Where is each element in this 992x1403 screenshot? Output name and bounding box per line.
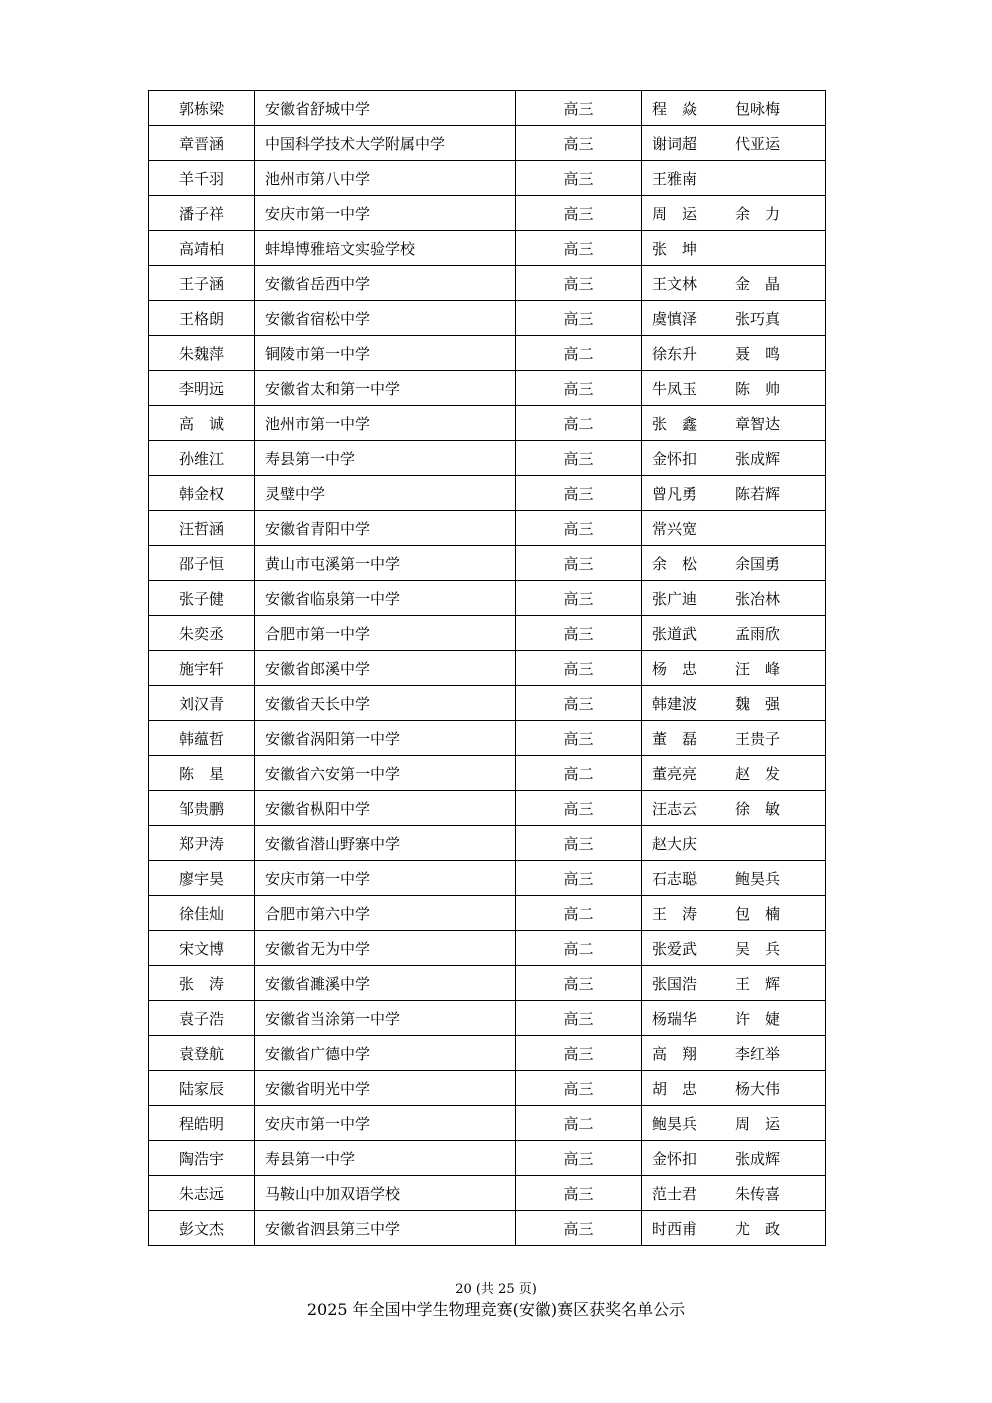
teacher-2: 周 运 bbox=[735, 1114, 781, 1133]
student-name-cell: 朱志远 bbox=[149, 1176, 255, 1211]
teacher-1: 王 涛 bbox=[652, 904, 698, 923]
teacher-1: 王雅南 bbox=[652, 169, 698, 188]
teacher-1: 虞慎泽 bbox=[652, 309, 698, 328]
teachers-cell bbox=[642, 371, 826, 406]
teacher-2: 陈若辉 bbox=[735, 484, 781, 503]
student-name-cell: 韩蕴哲 bbox=[149, 721, 255, 756]
student-name-cell: 邵子恒 bbox=[149, 546, 255, 581]
grade-cell: 高二 bbox=[516, 931, 642, 966]
student-name-cell: 高靖柏 bbox=[149, 231, 255, 266]
teachers-cell bbox=[642, 91, 826, 126]
school-cell: 安庆市第一中学 bbox=[255, 1106, 516, 1141]
student-name-cell: 刘汉青 bbox=[149, 686, 255, 721]
table-row bbox=[149, 651, 826, 686]
teacher-2: 代亚运 bbox=[735, 134, 781, 153]
teacher-2: 许 婕 bbox=[735, 1009, 781, 1028]
table-row bbox=[149, 441, 826, 476]
table-row bbox=[149, 861, 826, 896]
student-name-cell: 宋文博 bbox=[149, 931, 255, 966]
teacher-1: 董亮亮 bbox=[652, 764, 698, 783]
student-name-cell: 邹贵鹏 bbox=[149, 791, 255, 826]
grade-cell: 高三 bbox=[516, 1211, 642, 1246]
grade-cell: 高三 bbox=[516, 231, 642, 266]
grade-cell: 高二 bbox=[516, 406, 642, 441]
student-name-cell: 高 诚 bbox=[149, 406, 255, 441]
grade-cell: 高三 bbox=[516, 1036, 642, 1071]
school-cell: 池州市第八中学 bbox=[255, 161, 516, 196]
teachers-cell bbox=[642, 791, 826, 826]
teacher-2: 吴 兵 bbox=[735, 939, 781, 958]
grade-cell: 高二 bbox=[516, 896, 642, 931]
teachers-cell bbox=[642, 231, 826, 266]
document-title: 2025 年全国中学生物理竞赛(安徽)赛区获奖名单公示 bbox=[306, 1300, 686, 1319]
school-cell: 安徽省潜山野寨中学 bbox=[255, 826, 516, 861]
table-row bbox=[149, 126, 826, 161]
student-name-cell: 陶浩宇 bbox=[149, 1141, 255, 1176]
student-name-cell: 张子健 bbox=[149, 581, 255, 616]
teacher-2: 徐 敏 bbox=[735, 799, 781, 818]
grade-cell: 高三 bbox=[516, 616, 642, 651]
student-name-cell: 王子涵 bbox=[149, 266, 255, 301]
school-cell: 中国科学技术大学附属中学 bbox=[255, 126, 516, 161]
student-name-cell: 张 涛 bbox=[149, 966, 255, 1001]
teachers-cell bbox=[642, 1176, 826, 1211]
teacher-2: 张成辉 bbox=[735, 449, 781, 468]
teacher-1: 余 松 bbox=[652, 554, 698, 573]
teacher-1: 高 翔 bbox=[652, 1044, 698, 1063]
grade-cell: 高三 bbox=[516, 826, 642, 861]
teachers-cell bbox=[642, 686, 826, 721]
teacher-1: 金怀扣 bbox=[652, 449, 698, 468]
teacher-2: 张巧真 bbox=[735, 309, 781, 328]
teachers-cell bbox=[642, 1036, 826, 1071]
teacher-1: 王文林 bbox=[652, 274, 698, 293]
grade-cell: 高三 bbox=[516, 371, 642, 406]
table-row bbox=[149, 161, 826, 196]
teacher-1: 时西甫 bbox=[652, 1219, 698, 1238]
teacher-2: 章智达 bbox=[735, 414, 781, 433]
grade-cell: 高三 bbox=[516, 196, 642, 231]
teacher-2: 余国勇 bbox=[735, 554, 781, 573]
teachers-cell bbox=[642, 651, 826, 686]
table-row bbox=[149, 826, 826, 861]
teacher-1: 董 磊 bbox=[652, 729, 698, 748]
teachers-cell bbox=[642, 301, 826, 336]
student-name-cell: 朱魏萍 bbox=[149, 336, 255, 371]
student-name-cell: 徐佳灿 bbox=[149, 896, 255, 931]
teachers-cell bbox=[642, 161, 826, 196]
school-cell: 安徽省六安第一中学 bbox=[255, 756, 516, 791]
teachers-cell bbox=[642, 546, 826, 581]
school-cell: 铜陵市第一中学 bbox=[255, 336, 516, 371]
school-cell: 安徽省明光中学 bbox=[255, 1071, 516, 1106]
grade-cell: 高三 bbox=[516, 966, 642, 1001]
school-cell: 安徽省泗县第三中学 bbox=[255, 1211, 516, 1246]
table-body bbox=[149, 91, 826, 1246]
teachers-cell bbox=[642, 861, 826, 896]
student-name-cell: 郑尹涛 bbox=[149, 826, 255, 861]
teachers-cell bbox=[642, 616, 826, 651]
table-row bbox=[149, 966, 826, 1001]
school-cell: 安庆市第一中学 bbox=[255, 196, 516, 231]
school-cell: 安徽省濉溪中学 bbox=[255, 966, 516, 1001]
table-row bbox=[149, 1071, 826, 1106]
table-row bbox=[149, 896, 826, 931]
teachers-cell bbox=[642, 896, 826, 931]
school-cell: 安徽省枞阳中学 bbox=[255, 791, 516, 826]
teachers-cell bbox=[642, 511, 826, 546]
grade-cell: 高二 bbox=[516, 336, 642, 371]
school-cell: 池州市第一中学 bbox=[255, 406, 516, 441]
teacher-2: 张冶林 bbox=[735, 589, 781, 608]
table-row bbox=[149, 1036, 826, 1071]
teacher-1: 韩建波 bbox=[652, 694, 698, 713]
student-name-cell: 郭栋梁 bbox=[149, 91, 255, 126]
school-cell: 安徽省临泉第一中学 bbox=[255, 581, 516, 616]
table-row bbox=[149, 546, 826, 581]
teacher-2: 魏 强 bbox=[735, 694, 781, 713]
teacher-1: 石志聪 bbox=[652, 869, 698, 888]
teacher-2: 聂 鸣 bbox=[735, 344, 781, 363]
table-row bbox=[149, 791, 826, 826]
school-cell: 安庆市第一中学 bbox=[255, 861, 516, 896]
table-row bbox=[149, 1001, 826, 1036]
teacher-2: 王 辉 bbox=[735, 974, 781, 993]
table-row bbox=[149, 301, 826, 336]
grade-cell: 高三 bbox=[516, 1141, 642, 1176]
teacher-1: 胡 忠 bbox=[652, 1079, 698, 1098]
grade-cell: 高三 bbox=[516, 791, 642, 826]
grade-cell: 高三 bbox=[516, 266, 642, 301]
student-name-cell: 袁登航 bbox=[149, 1036, 255, 1071]
table-row bbox=[149, 616, 826, 651]
teachers-cell bbox=[642, 966, 826, 1001]
school-cell: 寿县第一中学 bbox=[255, 1141, 516, 1176]
table-row bbox=[149, 931, 826, 966]
school-cell: 安徽省太和第一中学 bbox=[255, 371, 516, 406]
student-name-cell: 潘子祥 bbox=[149, 196, 255, 231]
school-cell: 安徽省当涂第一中学 bbox=[255, 1001, 516, 1036]
teacher-2: 金 晶 bbox=[735, 274, 781, 293]
teacher-2: 余 力 bbox=[735, 204, 781, 223]
school-cell: 马鞍山中加双语学校 bbox=[255, 1176, 516, 1211]
teacher-2: 尤 政 bbox=[735, 1219, 781, 1238]
teachers-cell bbox=[642, 126, 826, 161]
table-row bbox=[149, 476, 826, 511]
grade-cell: 高三 bbox=[516, 1071, 642, 1106]
student-name-cell: 陈 星 bbox=[149, 756, 255, 791]
grade-cell: 高三 bbox=[516, 161, 642, 196]
grade-cell: 高三 bbox=[516, 861, 642, 896]
teacher-1: 杨 忠 bbox=[652, 659, 698, 678]
teacher-2: 张成辉 bbox=[735, 1149, 781, 1168]
student-name-cell: 王格朗 bbox=[149, 301, 255, 336]
teachers-cell bbox=[642, 406, 826, 441]
school-cell: 安徽省涡阳第一中学 bbox=[255, 721, 516, 756]
teacher-1: 牛凤玉 bbox=[652, 379, 698, 398]
page-number: 20 (共 25 页) bbox=[455, 1282, 537, 1297]
teachers-cell bbox=[642, 756, 826, 791]
school-cell: 安徽省天长中学 bbox=[255, 686, 516, 721]
teacher-2: 杨大伟 bbox=[735, 1079, 781, 1098]
table-row bbox=[149, 511, 826, 546]
table-row bbox=[149, 266, 826, 301]
teacher-1: 赵大庆 bbox=[652, 834, 698, 853]
teacher-1: 程 焱 bbox=[652, 99, 698, 118]
grade-cell: 高三 bbox=[516, 126, 642, 161]
school-cell: 安徽省郎溪中学 bbox=[255, 651, 516, 686]
school-cell: 安徽省舒城中学 bbox=[255, 91, 516, 126]
teacher-1: 汪志云 bbox=[652, 799, 698, 818]
teacher-1: 张 坤 bbox=[652, 239, 698, 258]
teacher-1: 曾凡勇 bbox=[652, 484, 698, 503]
teacher-1: 徐东升 bbox=[652, 344, 698, 363]
grade-cell: 高三 bbox=[516, 1001, 642, 1036]
table-row bbox=[149, 581, 826, 616]
teachers-cell bbox=[642, 1106, 826, 1141]
grade-cell: 高三 bbox=[516, 581, 642, 616]
teachers-cell bbox=[642, 581, 826, 616]
student-name-cell: 羊千羽 bbox=[149, 161, 255, 196]
student-name-cell: 程皓明 bbox=[149, 1106, 255, 1141]
grade-cell: 高二 bbox=[516, 1106, 642, 1141]
student-name-cell: 陆家辰 bbox=[149, 1071, 255, 1106]
student-name-cell: 朱奕丞 bbox=[149, 616, 255, 651]
student-name-cell: 施宇轩 bbox=[149, 651, 255, 686]
school-cell: 安徽省广德中学 bbox=[255, 1036, 516, 1071]
teacher-1: 周 运 bbox=[652, 204, 698, 223]
teacher-1: 张爱武 bbox=[652, 939, 698, 958]
teachers-cell bbox=[642, 1001, 826, 1036]
teacher-2: 王贵子 bbox=[735, 729, 781, 748]
table-row bbox=[149, 1106, 826, 1141]
school-cell: 蚌埠博雅培文实验学校 bbox=[255, 231, 516, 266]
grade-cell: 高三 bbox=[516, 686, 642, 721]
school-cell: 灵璧中学 bbox=[255, 476, 516, 511]
student-name-cell: 李明远 bbox=[149, 371, 255, 406]
teacher-1: 张广迪 bbox=[652, 589, 698, 608]
award-table bbox=[148, 90, 826, 1246]
school-cell: 安徽省无为中学 bbox=[255, 931, 516, 966]
teachers-cell bbox=[642, 196, 826, 231]
school-cell: 合肥市第六中学 bbox=[255, 896, 516, 931]
teachers-cell bbox=[642, 441, 826, 476]
school-cell: 安徽省岳西中学 bbox=[255, 266, 516, 301]
table-row bbox=[149, 756, 826, 791]
grade-cell: 高三 bbox=[516, 441, 642, 476]
teachers-cell bbox=[642, 1211, 826, 1246]
grade-cell: 高三 bbox=[516, 721, 642, 756]
student-name-cell: 彭文杰 bbox=[149, 1211, 255, 1246]
teacher-1: 范士君 bbox=[652, 1184, 698, 1203]
teacher-1: 鲍昊兵 bbox=[652, 1114, 698, 1133]
teachers-cell bbox=[642, 1071, 826, 1106]
student-name-cell: 孙维江 bbox=[149, 441, 255, 476]
table-row bbox=[149, 196, 826, 231]
student-name-cell: 廖宇昊 bbox=[149, 861, 255, 896]
teachers-cell bbox=[642, 721, 826, 756]
teacher-2: 陈 帅 bbox=[735, 379, 781, 398]
teacher-1: 张道武 bbox=[652, 624, 698, 643]
student-name-cell: 袁子浩 bbox=[149, 1001, 255, 1036]
table-row bbox=[149, 91, 826, 126]
teacher-1: 常兴宽 bbox=[652, 519, 698, 538]
grade-cell: 高三 bbox=[516, 91, 642, 126]
table-row bbox=[149, 231, 826, 266]
teacher-2: 朱传喜 bbox=[735, 1184, 781, 1203]
student-name-cell: 章晋涵 bbox=[149, 126, 255, 161]
teacher-2: 孟雨欣 bbox=[735, 624, 781, 643]
school-cell: 合肥市第一中学 bbox=[255, 616, 516, 651]
teacher-1: 杨瑞华 bbox=[652, 1009, 698, 1028]
teacher-2: 赵 发 bbox=[735, 764, 781, 783]
teacher-1: 谢词超 bbox=[652, 134, 698, 153]
teacher-2: 鲍昊兵 bbox=[735, 869, 781, 888]
teachers-cell bbox=[642, 1141, 826, 1176]
table-row bbox=[149, 721, 826, 756]
school-cell: 安徽省青阳中学 bbox=[255, 511, 516, 546]
school-cell: 黄山市屯溪第一中学 bbox=[255, 546, 516, 581]
student-name-cell: 汪哲涵 bbox=[149, 511, 255, 546]
grade-cell: 高三 bbox=[516, 1176, 642, 1211]
table-row bbox=[149, 686, 826, 721]
teacher-2: 汪 峰 bbox=[735, 659, 781, 678]
teacher-2: 李红举 bbox=[735, 1044, 781, 1063]
teachers-cell bbox=[642, 266, 826, 301]
grade-cell: 高三 bbox=[516, 476, 642, 511]
grade-cell: 高三 bbox=[516, 511, 642, 546]
table-row bbox=[149, 1176, 826, 1211]
teachers-cell bbox=[642, 826, 826, 861]
teacher-1: 张 鑫 bbox=[652, 414, 698, 433]
student-name-cell: 韩金权 bbox=[149, 476, 255, 511]
teacher-2: 包 楠 bbox=[735, 904, 781, 923]
table-row bbox=[149, 371, 826, 406]
teacher-1: 金怀扣 bbox=[652, 1149, 698, 1168]
table-row bbox=[149, 1211, 826, 1246]
grade-cell: 高三 bbox=[516, 651, 642, 686]
teachers-cell bbox=[642, 476, 826, 511]
teachers-cell bbox=[642, 931, 826, 966]
teachers-cell bbox=[642, 336, 826, 371]
table-row bbox=[149, 1141, 826, 1176]
school-cell: 安徽省宿松中学 bbox=[255, 301, 516, 336]
grade-cell: 高三 bbox=[516, 546, 642, 581]
grade-cell: 高三 bbox=[516, 301, 642, 336]
grade-cell: 高二 bbox=[516, 756, 642, 791]
teacher-2: 包咏梅 bbox=[735, 99, 781, 118]
teacher-1: 张国浩 bbox=[652, 974, 698, 993]
table-row bbox=[149, 336, 826, 371]
school-cell: 寿县第一中学 bbox=[255, 441, 516, 476]
table-row bbox=[149, 406, 826, 441]
